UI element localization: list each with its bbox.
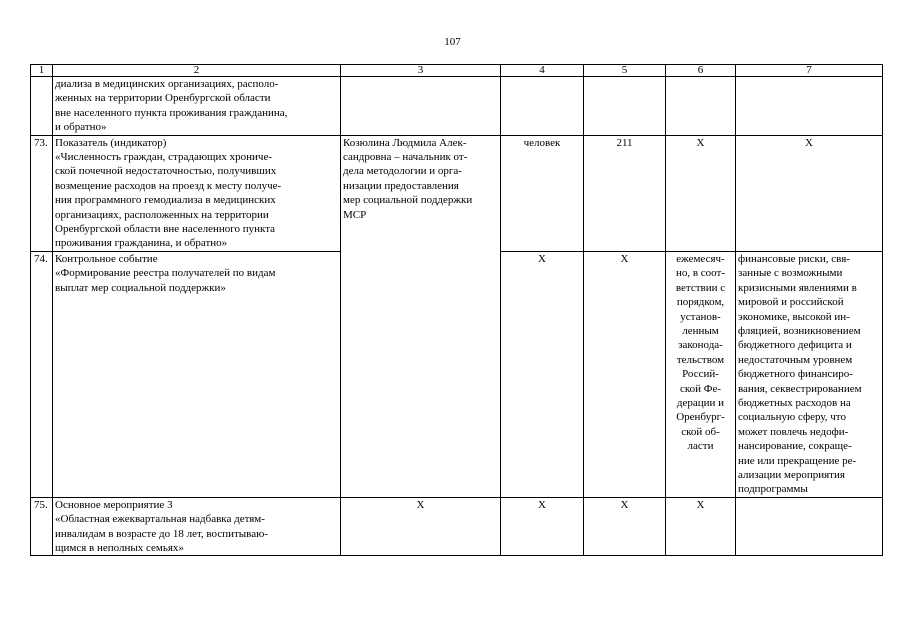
header-col-2: 2 [53, 65, 341, 77]
unit-cell: человек [501, 135, 584, 251]
responsible-cell [341, 135, 501, 497]
text-line: женных на территории Оренбургской области [55, 92, 271, 105]
risk-cell [736, 251, 883, 497]
text-line: «Численность граждан, страдающих хрониче- [55, 151, 273, 164]
page-number: 107 [444, 36, 461, 48]
row-number: 75. [31, 497, 53, 556]
header-col-3: 3 [341, 65, 501, 77]
text-line: Козюлина Людмила Алек- [343, 136, 467, 149]
text-line: кризисными явлениями в [738, 281, 857, 294]
risk-cell: Х [736, 135, 883, 251]
value-cell: Х [584, 497, 666, 556]
text-line: установ- [680, 310, 721, 323]
text-line: ласти [687, 440, 714, 453]
text-line: Контрольное событие [55, 252, 158, 265]
text-line: ежемесяч- [676, 252, 725, 265]
row-number [31, 77, 53, 136]
text-line: организациях, расположенных на территории [55, 208, 269, 221]
risk-cell [736, 497, 883, 556]
text-line: и обратно» [55, 121, 107, 134]
text-line: законода- [678, 339, 723, 352]
unit-cell: Х [501, 497, 584, 556]
text-line: ской почечной недостаточностью, получивших [55, 165, 277, 178]
text-line: тельством [676, 353, 725, 366]
text-line: низации предоставления [343, 179, 459, 192]
row-number: 73. [31, 135, 53, 251]
text-line: диализа в медицинских организациях, располо- [55, 78, 279, 90]
text-line: фляцией, возникновением [738, 324, 861, 337]
text-line: занные с возможными [738, 267, 843, 280]
text-line: ской Фе- [679, 382, 722, 395]
header-col-6: 6 [666, 65, 736, 77]
text-line: вания, секвестрированием [738, 382, 862, 395]
text-line: бюджетного дефицита и [738, 339, 852, 352]
text-line: Россий- [682, 368, 719, 381]
period-cell: Х [666, 135, 736, 251]
unit-cell: Х [501, 251, 584, 497]
responsible-cell [341, 77, 501, 136]
table-row-75 [31, 497, 883, 556]
text-line: ленным [682, 324, 719, 337]
text-line: ализации мероприятия [738, 468, 845, 481]
value-cell: 211 [584, 135, 666, 251]
risk-cell [736, 77, 883, 136]
measure-description [53, 497, 341, 556]
text-line: инвалидам в возрасте до 18 лет, воспитываю- [55, 527, 268, 540]
measure-description [53, 135, 341, 251]
text-line: «Формирование реестра получателей по видам [55, 267, 276, 280]
text-line: социальную сферу, что [738, 411, 846, 424]
measure-description [53, 77, 341, 136]
table-row-continuation [31, 77, 883, 136]
responsible-cell: Х [341, 497, 501, 556]
unit-cell [501, 77, 584, 136]
text-line: дела методологии и орга- [343, 165, 462, 178]
text-line: бюджетных расходов на [738, 396, 851, 409]
text-line: бюджетного финансиро- [738, 368, 853, 381]
text-line: ветствии с [675, 281, 726, 294]
text-line: Основное мероприятие 3 [55, 498, 173, 511]
measure-description [53, 251, 341, 497]
text-line: мировой и российской [738, 296, 844, 309]
text-line: возмещение расходов на проезд к месту получе- [55, 179, 282, 192]
text-line: щимся в неполных семьях» [55, 542, 184, 554]
period-cell [666, 251, 736, 497]
text-line: может повлечь недофи- [738, 425, 849, 438]
value-cell [584, 77, 666, 136]
header-col-5: 5 [584, 65, 666, 77]
text-line: но, в соот- [675, 267, 726, 280]
text-line: МСР [343, 208, 367, 221]
text-line: проживания гражданина, и обратно» [55, 237, 228, 250]
text-line: ния программного гемодиализа в медицинских [55, 194, 276, 207]
text-line: «Областная ежеквартальная надбавка детям- [55, 513, 265, 526]
row-number: 74. [31, 251, 53, 497]
text-line: ние или прекращение ре- [738, 454, 857, 467]
text-line: ской об- [681, 425, 720, 438]
text-line: недостаточным уровнем [738, 353, 853, 366]
period-cell: Х [666, 497, 736, 556]
period-cell [666, 77, 736, 136]
text-line: сандровна – начальник от- [343, 151, 468, 164]
text-line: Оренбург- [676, 411, 725, 424]
text-line: экономике, высокой ин- [738, 310, 850, 323]
header-col-1: 1 [31, 65, 53, 77]
text-line: мер социальной поддержки [343, 194, 473, 207]
text-line: финансовые риски, свя- [738, 252, 850, 265]
text-line: дерации и [676, 396, 725, 409]
text-line: порядком, [676, 296, 725, 309]
header-col-7: 7 [736, 65, 883, 77]
value-cell: Х [584, 251, 666, 497]
text-line: Оренбургской области вне населенного пункта [55, 223, 276, 236]
text-line: выплат мер социальной поддержки» [55, 281, 226, 294]
header-row [31, 65, 883, 77]
text-line: вне населенного пункта проживания гражданина, [55, 106, 288, 119]
program-table [30, 64, 883, 556]
table-row-73 [31, 135, 883, 251]
header-col-4: 4 [501, 65, 584, 77]
text-line: Показатель (индикатор) [55, 136, 167, 149]
text-line: нансирование, сокраще- [738, 440, 852, 453]
text-line: подпрограммы [738, 483, 808, 496]
